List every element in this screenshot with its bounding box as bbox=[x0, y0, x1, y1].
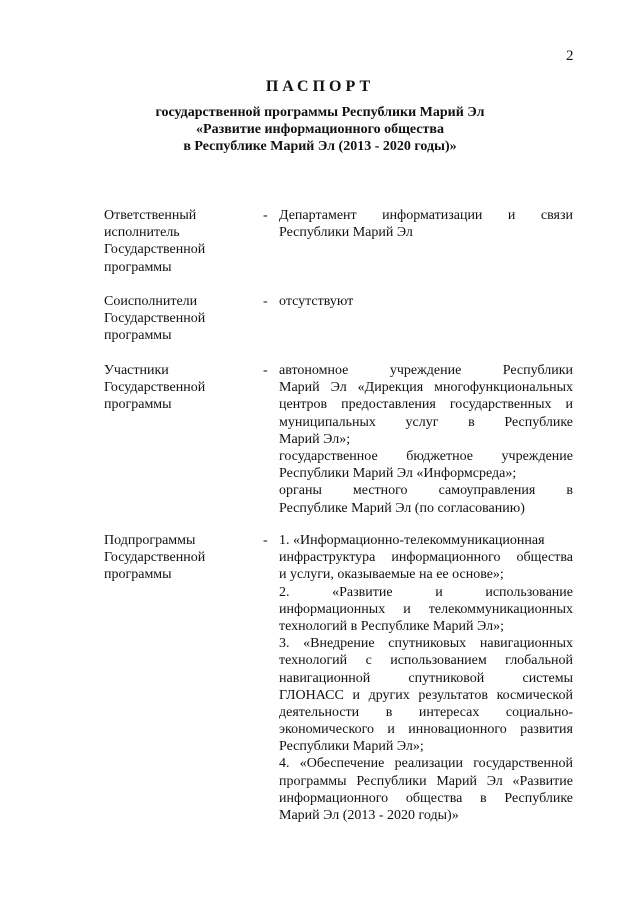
row-label bbox=[104, 293, 254, 345]
row-value-line: навигационной спутниковой системы bbox=[279, 670, 573, 686]
row-value bbox=[279, 532, 573, 824]
row-value-line: государственное бюджетное учреждение bbox=[279, 448, 573, 464]
row-value-line: муниципальных услуг в Республике bbox=[279, 414, 573, 430]
row-value-line: деятельности в интересах социально- bbox=[279, 704, 573, 720]
row-label-line: исполнитель bbox=[104, 225, 180, 241]
row-value-line: автономное учреждение Республики bbox=[279, 363, 573, 378]
row-value-line: информационного общества в Республике bbox=[279, 790, 573, 806]
row-value bbox=[279, 362, 573, 517]
row-value-line: Республики Марий Эл «Информсреда»; bbox=[279, 466, 517, 482]
row-label-line: Государственной bbox=[104, 550, 206, 566]
row-value-line: Республике Марий Эл (по согласованию) bbox=[279, 500, 525, 516]
document-subtitle bbox=[0, 104, 640, 155]
row-label-line: Участники bbox=[104, 363, 169, 378]
row-value-line: отсутствуют bbox=[279, 294, 354, 309]
row-label-line: программы bbox=[104, 259, 172, 275]
row-value-line: Марий Эл (2013 - 2020 годы)» bbox=[279, 808, 459, 823]
row-label bbox=[104, 362, 254, 414]
page-number: 2 bbox=[566, 48, 574, 64]
row-dash: - bbox=[263, 533, 268, 548]
row-value-line: Марий Эл «Дирекция многофункциональных bbox=[279, 380, 573, 396]
row-label-line: Государственной bbox=[104, 311, 206, 327]
row-value-line: 1. «Информационно-телекоммуникационная bbox=[279, 533, 545, 548]
row-value-line: инфраструктура информационного общества bbox=[279, 550, 573, 566]
row-value-line: ГЛОНАСС и других результатов космической bbox=[279, 687, 573, 703]
row-value-line: и услуги, оказываемые на ее основе»; bbox=[279, 567, 504, 583]
row-value bbox=[279, 293, 573, 310]
row-value-line: Республики Марий Эл»; bbox=[279, 739, 424, 755]
row-label-line: программы bbox=[104, 567, 172, 583]
row-dash: - bbox=[263, 294, 268, 309]
row-value-line: Марий Эл»; bbox=[279, 431, 351, 447]
row-dash: - bbox=[263, 363, 268, 378]
row-label-line: Государственной bbox=[104, 242, 206, 258]
document-title: ПАСПОРТ bbox=[265, 78, 375, 95]
row-value-line: технологий с использованием глобальной bbox=[279, 653, 573, 669]
row-value-line: экономического и инновационного развития bbox=[279, 722, 573, 738]
subtitle-line: государственной программы Республики Марий Эл bbox=[155, 105, 485, 120]
row-value-line: центров предоставления государственных и bbox=[279, 397, 573, 413]
row-label-line: Ответственный bbox=[104, 208, 197, 223]
row-value-line: 3. «Внедрение спутниковых навигационных bbox=[279, 636, 573, 652]
row-label-line: Подпрограммы bbox=[104, 533, 196, 548]
row-label-line: Государственной bbox=[104, 380, 206, 396]
row-value-line: Департамент информатизации и связи bbox=[279, 208, 573, 223]
row-label-line: Соисполнители bbox=[104, 294, 198, 309]
row-value-line: технологий в Республике Марий Эл»; bbox=[279, 618, 504, 634]
row-value-line: органы местного самоуправления в bbox=[279, 483, 573, 499]
row-value-line: программы Республики Марий Эл «Развитие bbox=[279, 773, 573, 789]
row-label-line: программы bbox=[104, 328, 172, 344]
row-value-line: Республики Марий Эл bbox=[279, 225, 413, 241]
row-value-line: информационных и телекоммуникационных bbox=[279, 601, 573, 617]
row-value bbox=[279, 207, 573, 241]
row-label bbox=[104, 532, 254, 584]
row-value-line: 4. «Обеспечение реализации государственной bbox=[279, 756, 573, 772]
subtitle-line: в Республике Марий Эл (2013 - 2020 годы)» bbox=[183, 139, 457, 154]
row-label-line: программы bbox=[104, 397, 172, 413]
row-dash: - bbox=[263, 208, 268, 223]
row-label bbox=[104, 207, 254, 276]
subtitle-line: «Развитие информационного общества bbox=[196, 122, 444, 137]
row-value-line: 2. «Развитие и использование bbox=[279, 584, 573, 600]
